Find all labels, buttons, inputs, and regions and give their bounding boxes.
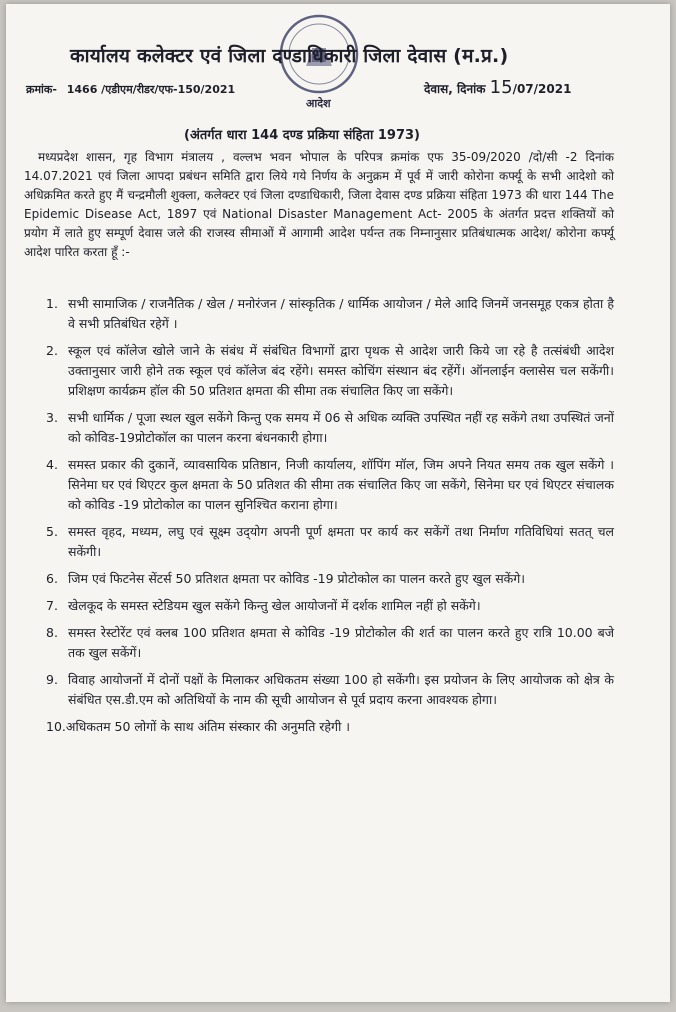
list-item — [46, 717, 614, 737]
issue-date — [424, 77, 571, 98]
list-item — [46, 569, 614, 589]
item-text: स्कूल एवं कॉलेज खोले जाने के संबंध में संबंधित विभागों द्वारा पृथक से आदेश जारी किये जा रहे है तत्संबंधी आदेश उक्तानुसार जारी होने तक स्कूल एवं कॉलेज बंद रहेंगे। समस्त कोचिंग संस्थान बंद रहेंगें। ऑनलाईन क्लासेस चल सकेंगी। प्रशिक्षण कार्यक्रम हॉल की 50 प्रतिशत क्षमता की सीमा तक संचालित किए जा सकेंगे। — [68, 343, 614, 398]
item-text: सभी सामाजिक / राजनैतिक / खेल / मनोरंजन / सांस्कृतिक / धार्मिक आयोजन / मेले आदि जिनमें जनसमूह एकत्र होता है वे सभी प्रतिबंधित रहेगें । — [68, 296, 614, 331]
item-number: 2. — [46, 343, 58, 358]
item-text: जिम एवं फिटनेस सेंटर्स 50 प्रतिशत क्षमता पर कोविड -19 प्रोटोकोल का पालन करते हुए खुल सकेंगे। — [68, 571, 526, 586]
item-text: समस्त रेस्टोरेंट एवं क्लब 100 प्रतिशत क्षमता से कोविड -19 प्रोटोकोल की शर्त का पालन करते हुए रात्रि 10.00 बजे तक खुल सकेंगें। — [68, 625, 614, 660]
item-text: समस्त वृहद, मध्यम, लघु एवं सूक्ष्म उद्‌योग अपनी पूर्ण क्षमता पर कार्य कर सकेंगें तथा निर्माण गतिविधियां सतत् चल सकेंगी। — [68, 524, 614, 559]
seal-order-text: आदेश — [306, 97, 331, 110]
intro-paragraph: मध्यप्रदेश शासन, गृह विभाग मंत्रालय , वल्लभ भवन भोपाल के परिपत्र क्रमांक एफ 35-09/2020 /दो/सी -2 दिनांक 14.07.2021 एवं जिला आपदा प्रबंधन समिति द्वारा लिये गये निर्णय के अनुक्रम में पूर्व में जारी कोरोना कर्फ्यू के सभी आदेशो को अधिक्रमित करते हुए मैं चन्द्रमौली शुक्ला, कलेक्टर एवं जिला दण्डाधिकारी, जिला देवास दण्ड प्रक्रिया संहिता 1973 की धारा 144 The Epidemic Disease Act, 1897 एवं National Disaster Management Act- 2005 के अंतर्गत प्रदत्त शक्तियों को प्रयोग में लाते हुए सम्पूर्ण देवास जले की राजस्व सीमाओं में आगामी आदेश पर्यन्त तक निम्नानुसार प्रतिबंधात्मक आदेश/ कोरोना कर्फ्यू आदेश पारित करता हूँ :- — [24, 150, 614, 259]
item-text: सभी धार्मिक / पूजा स्थल खुल सकेंगे किन्तु एक समय में 06 से अधिक व्यक्ति उपस्थित नहीं रह सकेंगे तथा उपस्थितं जनों को कोविड-19प्रोटोकॉल का पालन करना बंधनकारी होगा। — [68, 410, 614, 445]
list-item — [46, 596, 614, 616]
section-heading: (अंतर्गत धारा 144 दण्ड प्रक्रिया संहिता 1973) — [184, 128, 420, 143]
list-item — [46, 455, 614, 515]
item-text: खेलकूद के समस्त स्टेडियम खुल सकेंगे किन्तु खेल आयोजनों में दर्शक शामिल नहीं हो सकेंगे। — [68, 598, 481, 613]
item-number: 10. — [46, 719, 66, 734]
office-title: कार्यालय कलेक्टर एवं जिला दण्डाधिकारी जिला देवास (म.प्र.) — [70, 45, 509, 67]
date-month-year: /07/2021 — [512, 82, 572, 96]
reference-label: क्रमांक- — [26, 83, 57, 96]
document-page — [6, 4, 670, 1002]
item-text: अधिकतम 50 लोगों के साथ अंतिम संस्कार की अनुमति रहेगी । — [65, 719, 351, 734]
list-item — [46, 294, 614, 334]
order-list — [46, 294, 614, 744]
list-item — [46, 522, 614, 562]
list-item — [46, 623, 614, 663]
item-number: 8. — [46, 625, 58, 640]
date-label: देवास, दिनांक — [424, 82, 486, 96]
item-number: 3. — [46, 410, 58, 425]
item-number: 7. — [46, 598, 58, 613]
item-number: 5. — [46, 524, 58, 539]
reference-value: 1466 /एडीएम/रीडर/एफ-150/2021 — [66, 83, 236, 96]
item-number: 1. — [46, 296, 58, 311]
list-item — [46, 408, 614, 448]
list-item — [46, 670, 614, 710]
item-number: 4. — [46, 457, 58, 472]
item-text: विवाह आयोजनों में दोनों पक्षों के मिलाकर अधिकतम संख्या 100 हो सकेंगी। इस प्रयोजन के लिए आयोजक को क्षेत्र के संबंधित एस.डी.एम को अतिथियों के नाम की सूची आयोजन से पूर्व प्रदाय करना आवश्यक होगा। — [68, 672, 614, 707]
date-day: 15 — [489, 77, 513, 98]
list-item — [46, 341, 614, 401]
reference-number — [26, 82, 241, 97]
item-text: समस्त प्रकार की दुकानें, व्यावसायिक प्रतिष्ठान, निजी कार्यालय, शॉपिंग मॉल, जिम अपने नियत समय तक खुल सकेंगे । सिनेमा घर एवं थिएटर कुल क्षमता के 50 प्रतिशत की सीमा तक संचालित किए जा सकेंगे, सिनेमा घर एवं थिएटर संचालक को कोविड -19 प्रोटोकोल का पालन सुनिश्चित कराना होगा। — [68, 457, 614, 512]
item-number: 6. — [46, 571, 58, 586]
item-number: 9. — [46, 672, 58, 687]
